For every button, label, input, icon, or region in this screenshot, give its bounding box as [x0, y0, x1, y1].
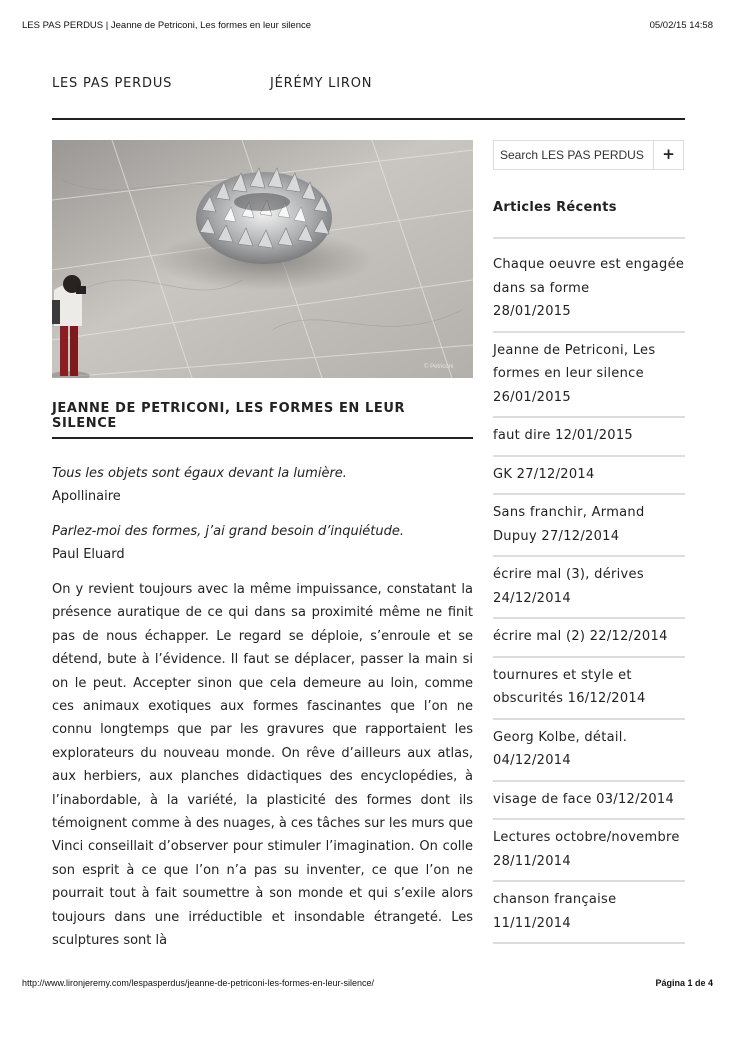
title-divider	[52, 437, 473, 439]
search-form	[493, 140, 684, 170]
recent-article-link[interactable]: Sans franchir, Armand Dupuy	[493, 505, 645, 544]
recent-article-date: 28/11/2014	[493, 853, 571, 869]
recent-article-item	[493, 619, 685, 658]
recent-article-item	[493, 782, 685, 821]
recent-article-date: 16/12/2014	[567, 691, 646, 706]
recent-articles-heading: Articles Récents	[493, 200, 617, 215]
print-page-number: Página 1 de 4	[655, 978, 713, 988]
recent-article-item	[493, 720, 685, 782]
recent-article-link[interactable]: chanson française	[493, 892, 617, 907]
recent-article-date: 04/12/2014	[493, 753, 571, 768]
recent-articles-list	[493, 239, 685, 944]
recent-article-item	[493, 820, 685, 882]
nav-link-site-name[interactable]: LES PAS PERDUS	[52, 76, 173, 91]
recent-article-link[interactable]: Chaque oeuvre est engagée dans sa forme	[493, 257, 685, 296]
quote-author: Paul Eluard	[52, 547, 125, 562]
recent-article-link[interactable]: faut dire	[493, 428, 551, 443]
recent-article-item	[493, 333, 685, 419]
post-content	[52, 462, 473, 948]
recent-article-date: 22/12/2014	[589, 629, 668, 644]
quote-text: Parlez-moi des formes, j’ai grand besoin d’inquiétude.	[52, 524, 405, 539]
recent-article-item	[493, 418, 685, 457]
recent-article-item	[493, 557, 685, 619]
svg-text:© Petriconi: © Petriconi	[424, 364, 454, 370]
search-submit-button[interactable]: +	[653, 141, 683, 169]
print-header	[22, 20, 713, 34]
recent-article-date: 03/12/2014	[596, 791, 675, 807]
search-input[interactable]	[494, 141, 654, 169]
recent-article-link[interactable]: écrire mal (2)	[493, 629, 586, 644]
recent-article-date: 11/11/2014	[493, 915, 571, 931]
recent-article-date: 28/01/2015	[493, 304, 571, 319]
recent-article-date: 27/12/2014	[541, 528, 620, 544]
recent-article-date: 27/12/2014	[516, 466, 595, 482]
print-page-title: LES PAS PERDUS | Jeanne de Petriconi, Les formes en leur silence	[22, 20, 312, 31]
recent-article-link[interactable]: Georg Kolbe, détail.	[493, 729, 628, 745]
recent-article-date: 24/12/2014	[493, 590, 571, 606]
recent-article-date: 26/01/2015	[493, 389, 571, 405]
body-paragraph: On y revient toujours avec la même impuissance, constatant la présence auratique de ce qui dans sa proximité même ne finit pas de nous échapper. Le regard se déploie, s’enroule et se détend, bute à l’évidence. Il faut se déplacer, passer la main si on le peut. Accepter sinon que cela demeure au loin, comme ces animaux exotiques aux formes fascinantes que l’on ne connu longtemps que par les gravures que rapportaient les explorateurs du nouveau monde. On rêve d’ailleurs aux atlas, aux herbiers, aux planches didactiques des encyclopédies, à l’inabordable, à la variété, la plasticité des formes dont ils témoignent comme à des nuages, à ces tâches sur les murs que Vinci conseillait d’observer pour stimuler l’imagination. On colle son esprit à ce que l’on n’a pas su inventer, ce que l’on ne pourrait tout à fait soumettre à son monde et qui s’exile alors toujours dans une irréductible et insondable étrangeté. Les sculptures sont là	[52, 582, 473, 948]
recent-article-item	[493, 239, 685, 333]
recent-article-link[interactable]: visage de face	[493, 791, 592, 807]
recent-article-date: 12/01/2015	[555, 428, 634, 443]
print-footer	[22, 978, 713, 992]
post-title: JEANNE DE PETRICONI, LES FORMES EN LEUR SILENCE	[52, 401, 406, 431]
sculpture-photo	[52, 140, 473, 378]
recent-article-item	[493, 882, 685, 944]
epigraph-quote	[52, 462, 473, 508]
recent-article-item	[493, 495, 685, 557]
quote-author: Apollinaire	[52, 489, 121, 504]
print-url: http://www.lironjeremy.com/lespasperdus/jeanne-de-petriconi-les-formes-en-leur-silence/	[22, 978, 374, 988]
nav-link-author[interactable]: JÉRÉMY LIRON	[270, 76, 373, 91]
recent-article-item	[493, 457, 685, 496]
recent-article-link[interactable]: Lectures octobre/novembre	[493, 830, 680, 845]
epigraph-quote	[52, 520, 473, 566]
header-divider	[52, 118, 685, 120]
quote-text: Tous les objets sont égaux devant la lumière.	[52, 466, 347, 481]
print-datetime: 05/02/15 14:58	[649, 20, 713, 31]
featured-image	[52, 140, 473, 378]
recent-article-item	[493, 658, 685, 720]
recent-article-link[interactable]: Jeanne de Petriconi, Les formes en leur silence	[493, 342, 656, 381]
recent-article-link[interactable]: écrire mal (3), dérives	[493, 567, 644, 582]
recent-article-link[interactable]: GK	[493, 466, 513, 482]
recent-article-link[interactable]: tournures et style et obscurités	[493, 667, 632, 706]
